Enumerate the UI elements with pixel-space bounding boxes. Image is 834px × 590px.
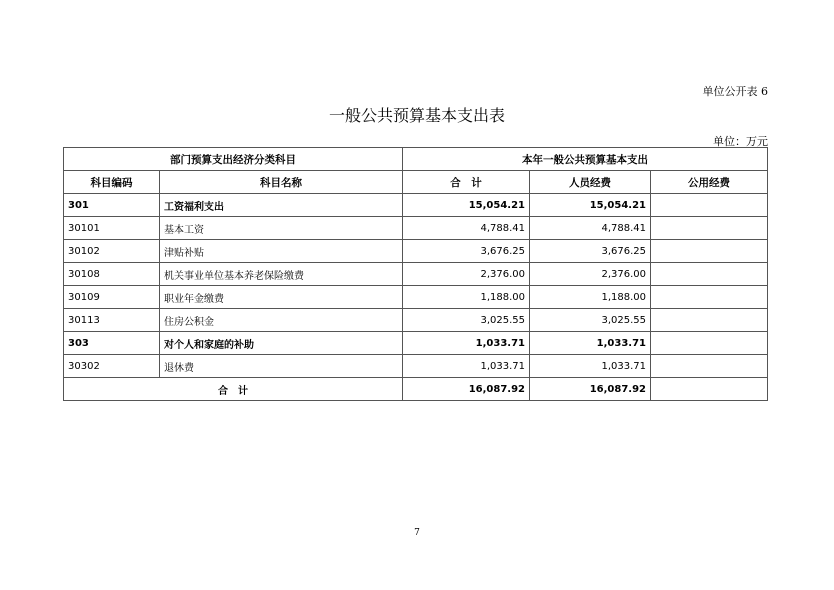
column-header-row [64, 171, 768, 194]
summary-label: 合 计 [64, 378, 403, 401]
table-row [64, 309, 768, 332]
row-public [651, 332, 768, 355]
row-code: 30102 [64, 240, 160, 263]
summary-total: 16,087.92 [403, 378, 530, 401]
row-code: 303 [64, 332, 160, 355]
col-header-total: 合 计 [403, 171, 530, 194]
row-total: 4,788.41 [403, 217, 530, 240]
row-name: 津贴补贴 [160, 240, 403, 263]
row-code: 30302 [64, 355, 160, 378]
col-header-personnel: 人员经费 [530, 171, 651, 194]
col-header-code: 科目编码 [64, 171, 160, 194]
summary-personnel: 16,087.92 [530, 378, 651, 401]
row-personnel: 4,788.41 [530, 217, 651, 240]
row-public [651, 263, 768, 286]
row-personnel: 1,033.71 [530, 332, 651, 355]
row-personnel: 1,188.00 [530, 286, 651, 309]
row-name: 工资福利支出 [160, 194, 403, 217]
row-public [651, 309, 768, 332]
row-public [651, 286, 768, 309]
row-total: 1,188.00 [403, 286, 530, 309]
col-header-name: 科目名称 [160, 171, 403, 194]
row-total: 1,033.71 [403, 355, 530, 378]
row-name: 基本工资 [160, 217, 403, 240]
row-public [651, 240, 768, 263]
row-total: 3,676.25 [403, 240, 530, 263]
row-name: 机关事业单位基本养老保险缴费 [160, 263, 403, 286]
table-number-label: 单位公开表 6 [702, 85, 768, 98]
row-total: 1,033.71 [403, 332, 530, 355]
summary-public [651, 378, 768, 401]
row-total: 2,376.00 [403, 263, 530, 286]
row-name: 职业年金缴费 [160, 286, 403, 309]
row-code: 30108 [64, 263, 160, 286]
row-name: 退休费 [160, 355, 403, 378]
row-personnel: 3,025.55 [530, 309, 651, 332]
row-code: 30113 [64, 309, 160, 332]
table-row [64, 240, 768, 263]
row-total: 15,054.21 [403, 194, 530, 217]
table-row [64, 263, 768, 286]
group-header-classification: 部门预算支出经济分类科目 [64, 148, 403, 171]
row-name: 对个人和家庭的补助 [160, 332, 403, 355]
row-code: 30109 [64, 286, 160, 309]
row-public [651, 355, 768, 378]
row-total: 3,025.55 [403, 309, 530, 332]
page-number: 7 [414, 528, 420, 538]
group-header-row [64, 148, 768, 171]
row-code: 30101 [64, 217, 160, 240]
row-personnel: 1,033.71 [530, 355, 651, 378]
summary-row [64, 378, 768, 401]
col-header-public: 公用经费 [651, 171, 768, 194]
table-row [64, 332, 768, 355]
group-header-expenditure: 本年一般公共预算基本支出 [403, 148, 768, 171]
row-public [651, 217, 768, 240]
unit-label: 单位：万元 [713, 135, 768, 148]
row-name: 住房公积金 [160, 309, 403, 332]
row-personnel: 2,376.00 [530, 263, 651, 286]
row-code: 301 [64, 194, 160, 217]
table-row [64, 217, 768, 240]
row-personnel: 15,054.21 [530, 194, 651, 217]
table-row [64, 355, 768, 378]
table-row [64, 194, 768, 217]
budget-table [63, 147, 768, 401]
page-title: 一般公共预算基本支出表 [328, 106, 505, 125]
row-personnel: 3,676.25 [530, 240, 651, 263]
table-row [64, 286, 768, 309]
row-public [651, 194, 768, 217]
